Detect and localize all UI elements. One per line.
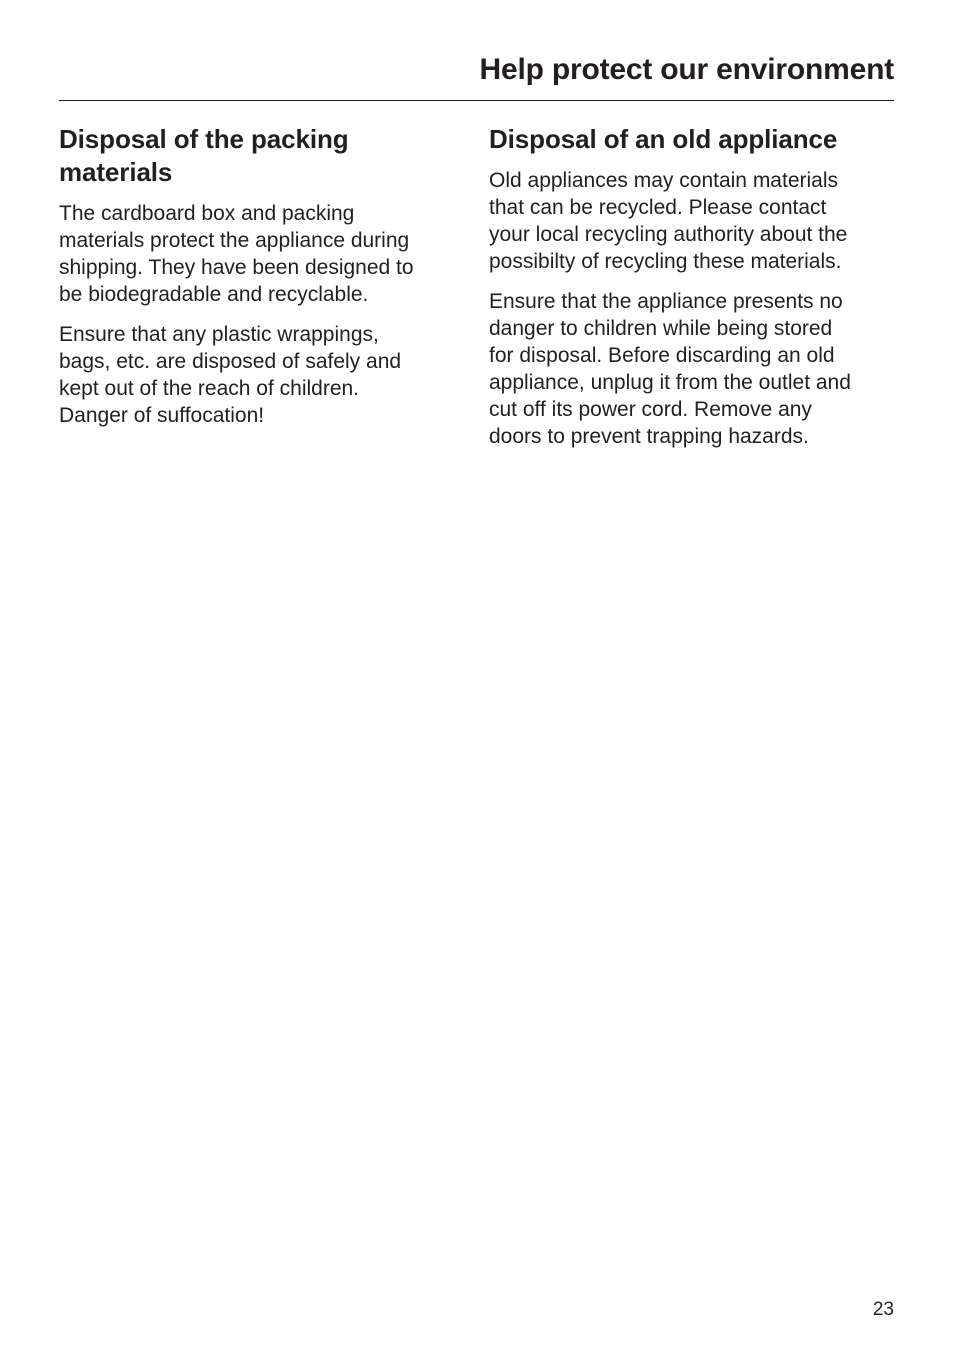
- section-paragraph: Old appliances may contain materials that can be recycled. Please contact your local recycling authority about the possibilty of recycling these materials.: [489, 169, 848, 273]
- section-paragraph: Ensure that any plastic wrappings, bags, etc. are disposed of safely and kept out of the reach of children. Danger of suffocation!: [59, 323, 402, 427]
- section-paragraph: Ensure that the appliance presents no danger to children while being stored for disposal. Before discarding an old appliance, unplug it from the outlet and cut off its power cord. Remove any doors to prevent trapping hazards.: [489, 290, 851, 448]
- section-paragraph: The cardboard box and packing materials protect the appliance during shipping. They have been designed to be biodegradable and recyclable.: [59, 202, 414, 306]
- page-title: Help protect our environment: [479, 53, 894, 86]
- section-packing-materials: [59, 123, 459, 442]
- section-old-appliance: [489, 123, 899, 463]
- page-header: [59, 0, 894, 101]
- section-heading: Disposal of an old appliance: [489, 124, 838, 154]
- page-number: 23: [872, 1299, 894, 1320]
- section-heading: Disposal of the packing materials: [59, 124, 349, 187]
